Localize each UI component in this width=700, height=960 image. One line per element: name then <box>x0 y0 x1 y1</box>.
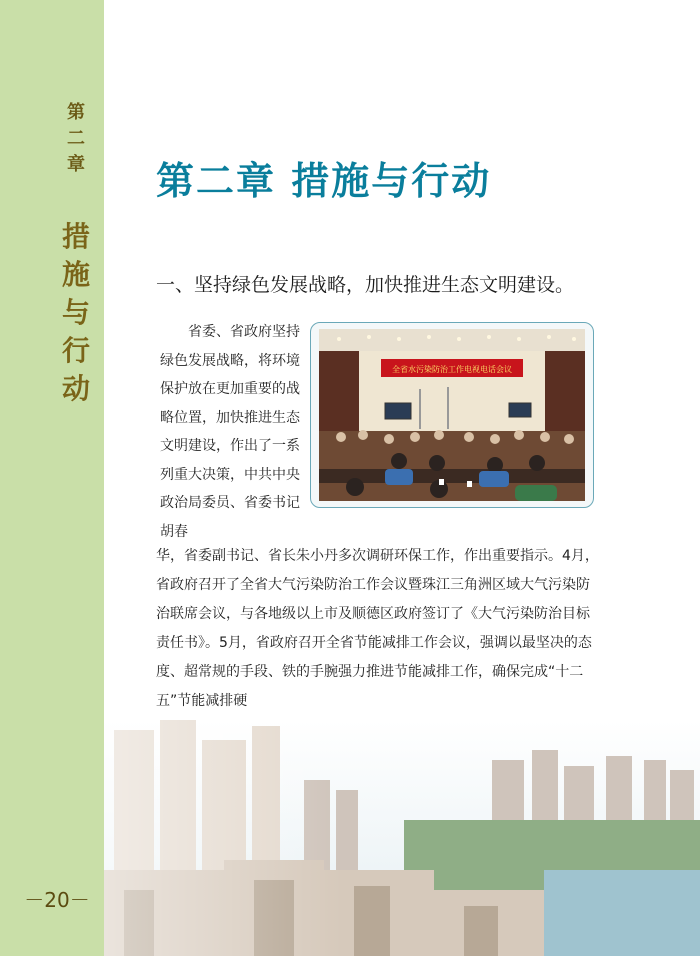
sidebar <box>0 0 104 956</box>
sidebar-chapter-label: 第二章 <box>67 102 85 175</box>
chapter-heading: 第二章 措施与行动 <box>156 159 492 203</box>
body-paragraph-wrap: 省委、省政府坚持绿色发展战略，将环境保护放在更加重要的战略位置，加快推进生态文明建设，作出了一系列重大决策，中共中央政治局委员、省委书记胡春 <box>160 324 300 540</box>
section-heading: 一、坚持绿色发展战略，加快推进生态文明建设。 <box>156 274 575 296</box>
photo-banner-text: 全省水污染防治工作电视电话会议 <box>392 365 512 374</box>
body-paragraph-full: 华，省委副书记、省长朱小丹多次调研环保工作，作出重要指示。4月，省政府召开了全省大气污染防治工作会议暨珠江三角洲区域大气污染防治联席会议，与各地级以上市及顺德区政府签订了《大气污染防治目标责任书》。5月，省政府召开全省节能减排工作会议，强调以最坚决的态度、超常规的手段、铁的手腕强力推进节能减排工作，确保完成“十二五”节能减排硬 <box>156 548 599 709</box>
conference-photo <box>319 329 585 501</box>
page-number: －20－ <box>24 888 90 912</box>
photo-frame <box>310 322 594 508</box>
city-skyline-image <box>104 720 700 956</box>
sidebar-chapter-title: 措施与行动 <box>61 220 90 405</box>
